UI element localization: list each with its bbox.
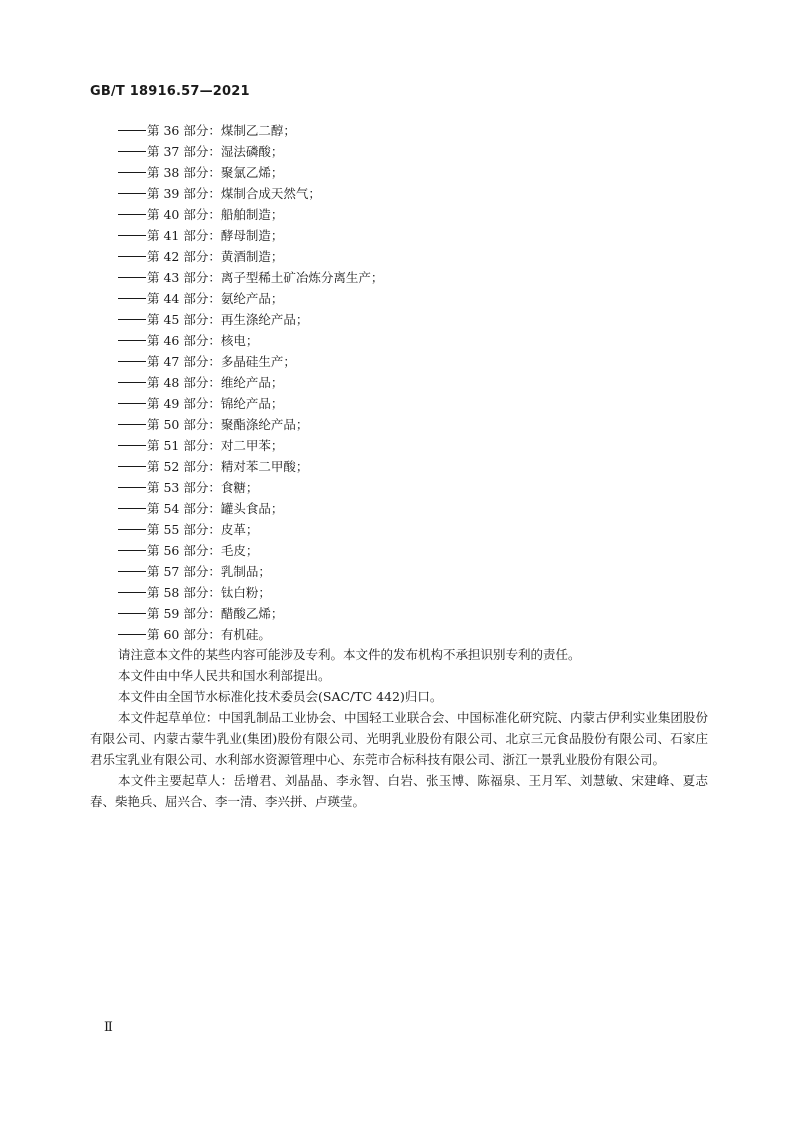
- em-dash-marker: [118, 298, 146, 299]
- part-label: 第 44 部分：氨纶产品；: [147, 291, 284, 306]
- drafting-units-paragraph: 本文件起草单位：中国乳制品工业协会、中国轻工业联合会、中国标准化研究院、内蒙古伊利实业集团股份有限公司、内蒙古蒙牛乳业(集团)股份有限公司、光明乳业股份有限公司、北京三元食品股份有限公司、石家庄君乐宝乳业有限公司、水利部水资源管理中心、东莞市合标科技有限公司、浙江一景乳业股份有限公司。: [90, 710, 708, 767]
- em-dash-marker: [118, 361, 146, 362]
- em-dash-marker: [118, 592, 146, 593]
- parts-list: [118, 120, 383, 645]
- em-dash-marker: [118, 487, 146, 488]
- part-label: 第 48 部分：维纶产品；: [147, 375, 284, 390]
- em-dash-marker: [118, 382, 146, 383]
- part-label: 第 47 部分：多晶硅生产；: [147, 354, 296, 369]
- part-list-item: [118, 372, 383, 393]
- em-dash-marker: [118, 571, 146, 572]
- foreword-body: [90, 644, 708, 812]
- part-label: 第 57 部分：乳制品；: [147, 564, 271, 579]
- em-dash-marker: [118, 613, 146, 614]
- part-label: 第 53 部分：食糖；: [147, 480, 259, 495]
- drafters-paragraph: 本文件主要起草人：岳增君、刘晶晶、李永智、白岩、张玉博、陈福泉、王月军、刘慧敏、宋建峰、夏志春、柴艳兵、屈兴合、李一清、李兴拼、卢瑛莹。: [90, 773, 708, 809]
- part-label: 第 36 部分：煤制乙二醇；: [147, 123, 296, 138]
- part-label: 第 42 部分：黄酒制造；: [147, 249, 284, 264]
- part-list-item: [118, 561, 383, 582]
- em-dash-marker: [118, 634, 146, 635]
- part-label: 第 40 部分：船舶制造；: [147, 207, 284, 222]
- proposed-by-paragraph: 本文件由中华人民共和国水利部提出。: [118, 668, 331, 683]
- em-dash-marker: [118, 424, 146, 425]
- part-label: 第 37 部分：湿法磷酸；: [147, 144, 284, 159]
- em-dash-marker: [118, 340, 146, 341]
- part-label: 第 54 部分：罐头食品；: [147, 501, 284, 516]
- part-list-item: [118, 183, 383, 204]
- part-list-item: [118, 393, 383, 414]
- part-label: 第 46 部分：核电；: [147, 333, 259, 348]
- part-label: 第 56 部分：毛皮；: [147, 543, 259, 558]
- part-list-item: [118, 330, 383, 351]
- em-dash-marker: [118, 193, 146, 194]
- em-dash-marker: [118, 550, 146, 551]
- part-list-item: [118, 120, 383, 141]
- part-list-item: [118, 477, 383, 498]
- part-list-item: [118, 540, 383, 561]
- part-list-item: [118, 141, 383, 162]
- part-label: 第 49 部分：锦纶产品；: [147, 396, 284, 411]
- em-dash-marker: [118, 529, 146, 530]
- part-list-item: [118, 456, 383, 477]
- part-label: 第 58 部分：钛白粉；: [147, 585, 271, 600]
- em-dash-marker: [118, 130, 146, 131]
- part-list-item: [118, 351, 383, 372]
- em-dash-marker: [118, 235, 146, 236]
- part-label: 第 60 部分：有机硅。: [147, 627, 271, 642]
- part-label: 第 41 部分：酵母制造；: [147, 228, 284, 243]
- em-dash-marker: [118, 508, 146, 509]
- part-list-item: [118, 204, 383, 225]
- em-dash-marker: [118, 277, 146, 278]
- part-list-item: [118, 162, 383, 183]
- part-list-item: [118, 603, 383, 624]
- part-list-item: [118, 582, 383, 603]
- em-dash-marker: [118, 466, 146, 467]
- part-label: 第 51 部分：对二甲苯；: [147, 438, 284, 453]
- part-list-item: [118, 225, 383, 246]
- part-label: 第 50 部分：聚酯涤纶产品；: [147, 417, 309, 432]
- patent-notice-paragraph: 请注意本文件的某些内容可能涉及专利。本文件的发布机构不承担识别专利的责任。: [118, 647, 581, 662]
- part-label: 第 39 部分：煤制合成天然气；: [147, 186, 321, 201]
- part-list-item: [118, 624, 383, 645]
- part-list-item: [118, 519, 383, 540]
- part-label: 第 55 部分：皮革；: [147, 522, 259, 537]
- part-list-item: [118, 414, 383, 435]
- part-label: 第 43 部分：离子型稀土矿冶炼分离生产；: [147, 270, 384, 285]
- part-list-item: [118, 498, 383, 519]
- part-list-item: [118, 435, 383, 456]
- em-dash-marker: [118, 319, 146, 320]
- centralized-by-paragraph: 本文件由全国节水标准化技术委员会(SAC/TC 442)归口。: [118, 689, 443, 704]
- part-list-item: [118, 246, 383, 267]
- part-list-item: [118, 288, 383, 309]
- em-dash-marker: [118, 445, 146, 446]
- part-label: 第 38 部分：聚氯乙烯；: [147, 165, 284, 180]
- part-label: 第 59 部分：醋酸乙烯；: [147, 606, 284, 621]
- em-dash-marker: [118, 151, 146, 152]
- page-number: Ⅱ: [104, 1020, 113, 1035]
- part-list-item: [118, 309, 383, 330]
- em-dash-marker: [118, 403, 146, 404]
- part-label: 第 52 部分：精对苯二甲酸；: [147, 459, 309, 474]
- part-label: 第 45 部分：再生涤纶产品；: [147, 312, 309, 327]
- standard-code-header: GB/T 18916.57—2021: [90, 84, 250, 99]
- part-list-item: [118, 267, 383, 288]
- em-dash-marker: [118, 256, 146, 257]
- em-dash-marker: [118, 172, 146, 173]
- em-dash-marker: [118, 214, 146, 215]
